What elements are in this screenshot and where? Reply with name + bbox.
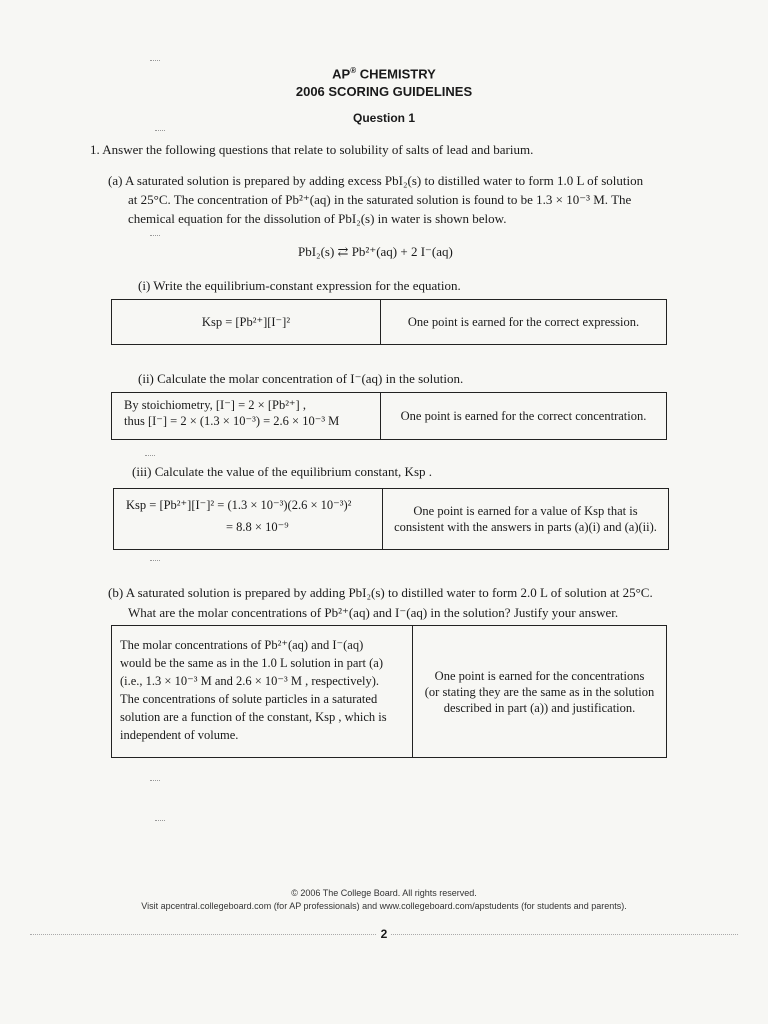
part-b-line1: (b) A saturated solution is prepared by adding PbI₂(s) to distilled water to form 2.0 L of solution at 25°C. <box>108 585 653 600</box>
part-b-answer-line: would be the same as in the 1.0 L solution in part (a) <box>120 656 384 670</box>
scan-mark <box>150 235 160 236</box>
part-b-scoring-line: described in part (a)) and justification. <box>443 700 636 715</box>
dissolution-equation: PbI₂(s) ⇄ Pb²⁺(aq) + 2 I⁻(aq) <box>298 244 453 259</box>
part-i-table <box>111 299 667 345</box>
registered-mark: ® <box>350 66 357 75</box>
question-heading: Question 1 <box>352 111 415 125</box>
part-b-answer-line: independent of volume. <box>120 728 239 742</box>
part-iii-scoring <box>382 489 668 549</box>
part-ii-prompt: (ii) Calculate the molar concentration of I⁻(aq) in the solution. <box>138 371 464 386</box>
title-rest: CHEMISTRY <box>356 66 436 82</box>
part-b-scoring <box>412 626 666 757</box>
part-i-scoring: One point is earned for the correct expression. <box>380 300 666 344</box>
part-b-answer <box>112 626 412 757</box>
part-ii-answer-line1: By stoichiometry, [I⁻] = 2 × [Pb²⁺] , <box>124 398 306 412</box>
scan-mark <box>155 820 165 821</box>
scan-mark <box>155 130 165 131</box>
part-ii-scoring: One point is earned for the correct concentration. <box>380 393 666 439</box>
page-number-text: 2 <box>377 927 392 941</box>
part-iii-answer-line2: = 8.8 × 10⁻⁹ <box>226 520 289 534</box>
page-number <box>0 927 768 941</box>
part-b-line2: What are the molar concentrations of Pb²⁺(aq) and I⁻(aq) in the solution? Justify your answer. <box>128 605 619 620</box>
part-b-answer-line: The molar concentrations of Pb²⁺(aq) and I⁻(aq) <box>120 638 364 652</box>
part-b-answer-line: (i.e., 1.3 × 10⁻³ M and 2.6 × 10⁻³ M , respectively). <box>120 674 380 688</box>
part-b-table <box>111 625 667 758</box>
part-b-scoring-line: (or stating they are the same as in the solution <box>424 684 655 699</box>
part-iii-scoring-line1: One point is earned for a value of Ksp that is <box>413 504 638 518</box>
part-iii-table <box>113 488 669 550</box>
part-iii-prompt: (iii) Calculate the value of the equilibrium constant, Ksp . <box>132 464 433 479</box>
part-iii-answer-line1: Ksp = [Pb²⁺][I⁻]² = (1.3 × 10⁻³)(2.6 × 10⁻³)² <box>126 498 352 512</box>
part-ii-answer-line2: thus [I⁻] = 2 × (1.3 × 10⁻³) = 2.6 × 10⁻³ M <box>124 414 340 428</box>
copyright-text: © 2006 The College Board. All rights reserved. <box>291 888 477 898</box>
visit-text: Visit apcentral.collegeboard.com (for AP professionals) and www.collegeboard.com/apstudents (for students and parents). <box>141 901 627 911</box>
scan-mark <box>145 455 155 456</box>
part-ii-table <box>111 392 667 440</box>
intro-text: 1. Answer the following questions that relate to solubility of salts of lead and barium. <box>90 142 534 157</box>
title-prefix: AP <box>332 66 351 82</box>
part-b-answer-line: The concentrations of solute particles in a saturated <box>120 692 378 706</box>
scan-mark <box>150 780 160 781</box>
page-subtitle: 2006 SCORING GUIDELINES <box>295 84 473 99</box>
page-title <box>0 66 768 81</box>
part-i-answer: Ksp = [Pb²⁺][I⁻]² <box>201 315 291 329</box>
part-b-answer-line: solution are a function of the constant, Ksp , which is <box>120 710 387 724</box>
part-b-scoring-line: One point is earned for the concentrations <box>434 668 645 683</box>
scan-mark <box>150 560 160 561</box>
part-ii-answer <box>112 393 380 439</box>
part-a-line2: at 25°C. The concentration of Pb²⁺(aq) in the saturated solution is found to be 1.3 × 10⁻³ M. The <box>128 192 632 207</box>
part-iii-answer <box>114 489 382 549</box>
scan-mark <box>150 60 160 61</box>
part-iii-scoring-line2: consistent with the answers in parts (a)(i) and (a)(ii). <box>394 520 657 534</box>
part-a-line1: (a) A saturated solution is prepared by adding excess PbI₂(s) to distilled water to form 1.0 L of solution <box>108 173 644 188</box>
part-a-line3: chemical equation for the dissolution of PbI₂(s) in water is shown below. <box>128 211 507 226</box>
part-i-prompt: (i) Write the equilibrium-constant expression for the equation. <box>138 278 461 293</box>
